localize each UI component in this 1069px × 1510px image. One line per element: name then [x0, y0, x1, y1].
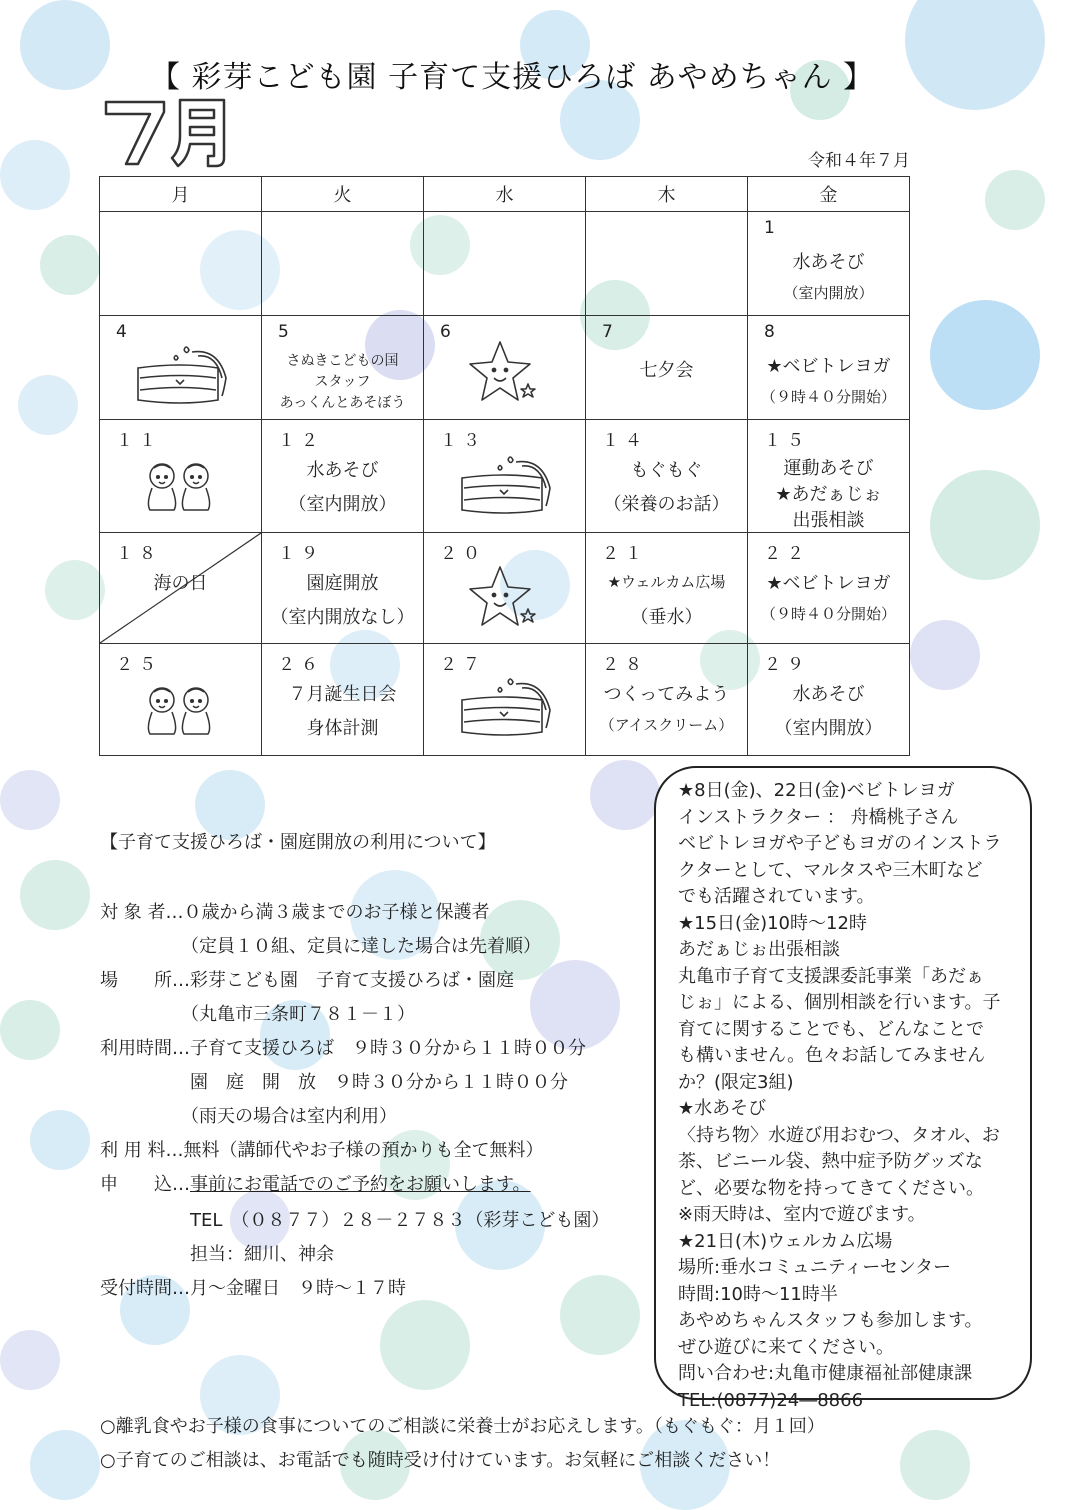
calendar-day-holiday [100, 533, 262, 644]
calendar-week [100, 420, 910, 533]
calendar-day [586, 316, 748, 420]
day-event: 七夕会 [639, 360, 694, 381]
event-details-box [654, 766, 1032, 1411]
usage-info-line: （定員１０組、定員に達した場合は先着順） [100, 936, 541, 957]
calendar-day-empty [424, 212, 586, 316]
day-event-note: （垂水） [630, 607, 703, 628]
day-event: 水あそび [792, 684, 865, 705]
day-event-note: （室内開放） [783, 284, 874, 302]
month-number-graphic [102, 92, 242, 172]
box-line: 〈持ち物〉水遊び用おむつ、タオル、お [678, 1124, 1000, 1146]
weekday-header: 金 [748, 177, 910, 212]
calendar-day [748, 420, 910, 533]
footer-note: ○離乳食やお子様の食事についてのご相談に栄養士がお応えします。（もぐもぐ：月１回） [100, 1416, 825, 1437]
day-event: 出張相談 [792, 510, 865, 531]
calendar-day [586, 420, 748, 533]
day-event-note: （９時４０分開始） [760, 605, 896, 623]
towel-icon [126, 338, 236, 410]
day-event-note: （室内開放） [774, 718, 883, 739]
star-icon [460, 561, 550, 631]
calendar-day [262, 420, 424, 533]
day-event-note: （室内開放なし） [270, 607, 415, 628]
box-line: 場所:垂水コミュニティーセンター [678, 1257, 952, 1278]
usage-info-line [100, 1170, 531, 1196]
calendar-week [100, 644, 910, 756]
calendar-day [748, 316, 910, 420]
calendar-week [100, 533, 910, 644]
usage-info-line: 担当：細川、神余 [100, 1244, 334, 1265]
day-event: ★ウェルカム広場 [607, 573, 726, 591]
weekday-header: 月 [100, 177, 262, 212]
box-line: も構いません。色々お話してみません [678, 1045, 986, 1066]
calendar-day [100, 316, 262, 420]
day-event: 園庭開放 [306, 573, 379, 594]
day-number: ２１ [602, 544, 648, 564]
box-line: 茶、ビニール袋、熱中症予防グッズな [678, 1151, 983, 1172]
day-number: ２２ [764, 544, 810, 564]
box-line: ★8日(金)、22日(金)ベビトレヨガ [678, 780, 955, 801]
calendar-week [100, 212, 910, 316]
page-title: 【 彩芽こども園 子育て支援ひろば あやめちゃん 】 [150, 60, 875, 95]
calendar-day [100, 420, 262, 533]
box-line: あやめちゃんスタッフも参加します。 [678, 1310, 983, 1331]
box-line: 時間:10時～11時半 [678, 1283, 838, 1305]
weekday-header: 木 [586, 177, 748, 212]
day-event: もぐもぐ [630, 460, 703, 481]
calendar-day [100, 644, 262, 756]
box-line: ★水あそび [678, 1098, 767, 1119]
box-line: TEL:(0877)24―8866 [678, 1389, 864, 1411]
towel-icon [450, 448, 560, 520]
usage-info-line: 利 用 料…無料（講師代やお子様の預かりも全て無料） [100, 1140, 544, 1161]
children-icon [136, 680, 226, 740]
reservation-notice: 事前にお電話でのご予約をお願いします。 [190, 1174, 531, 1195]
day-number: 5 [278, 322, 295, 342]
day-event: 運動あそび [783, 458, 874, 479]
calendar-day [262, 533, 424, 644]
apply-label: 申 込… [100, 1174, 190, 1195]
day-number: 8 [764, 322, 781, 342]
weekday-header: 火 [262, 177, 424, 212]
day-event: 水あそび [306, 460, 379, 481]
calendar-day [748, 533, 910, 644]
day-event-note: （栄養のお話） [603, 494, 730, 515]
day-number: 7 [602, 322, 619, 342]
usage-info-line: 園 庭 開 放 ９時３０分から１１時００分 [100, 1072, 568, 1093]
usage-info-line: 対 象 者…０歳から満３歳までのお子様と保護者 [100, 902, 490, 923]
day-event: 海の日 [153, 573, 208, 594]
day-event-note: （室内開放） [288, 494, 397, 515]
calendar-day [586, 533, 748, 644]
day-number: 4 [116, 322, 133, 342]
weekday-header: 水 [424, 177, 586, 212]
day-number: ２７ [440, 655, 486, 675]
day-event: ★ベビトレヨガ [766, 573, 891, 594]
day-event-note: （９時４０分開始） [760, 388, 896, 406]
day-event: ★あだぁじぉ [775, 484, 882, 505]
day-number: １１ [116, 431, 162, 451]
box-line: 問い合わせ:丸亀市健康福祉部健康課 [678, 1363, 973, 1384]
day-number: ２８ [602, 655, 648, 675]
box-line: 丸亀市子育て支援課委託事業「あだぁ [678, 965, 984, 987]
day-event: さぬきこどもの国 [286, 353, 399, 369]
day-event: ７月誕生日会 [288, 684, 397, 705]
day-event: ★ベビトレヨガ [766, 356, 891, 377]
towel-icon [450, 670, 560, 742]
day-number: １２ [278, 431, 324, 451]
day-number: １３ [440, 431, 486, 451]
day-event: 水あそび [792, 252, 865, 273]
usage-info-line: TEL （０８７７）２８－２７８３（彩芽こども園） [100, 1210, 610, 1231]
day-number: １８ [116, 544, 162, 564]
day-event: つくってみよう [603, 684, 730, 705]
calendar-day [262, 644, 424, 756]
day-number: １５ [764, 431, 810, 451]
box-line: ★21日(木)ウェルカム広場 [678, 1230, 893, 1252]
star-icon [460, 336, 550, 406]
month-heading [102, 92, 242, 172]
calendar-day-empty [586, 212, 748, 316]
calendar-day [424, 420, 586, 533]
box-line: クターとして、マルタスや三木町など [678, 859, 983, 881]
calendar-day-empty [100, 212, 262, 316]
usage-info-line: 場 所…彩芽こども園 子育て支援ひろば・園庭 [100, 970, 514, 991]
box-line: ★15日(金)10時～12時 [678, 912, 867, 934]
children-icon [136, 456, 226, 516]
usage-info-line: （雨天の場合は室内利用） [100, 1106, 397, 1127]
day-number: １９ [278, 544, 324, 564]
box-line: 育てに関することでも、どんなことで [678, 1018, 984, 1040]
box-line: ※雨天時は、室内で遊びます。 [678, 1204, 926, 1225]
day-number: 6 [440, 322, 457, 342]
day-number: １４ [602, 431, 648, 451]
day-number: ２６ [278, 655, 324, 675]
calendar-day [424, 644, 586, 756]
day-number: ２９ [764, 655, 810, 675]
calendar-day [262, 316, 424, 420]
footer-note: ○子育てのご相談は、お電話でも随時受け付けています。お気軽にご相談ください！ [100, 1450, 781, 1471]
day-number: 1 [764, 218, 781, 238]
calendar-day [748, 644, 910, 756]
box-line: インストラクター ： 舟橋桃子さん [678, 806, 959, 828]
day-number: ２５ [116, 655, 162, 675]
calendar-day [424, 533, 586, 644]
calendar-day [748, 212, 910, 316]
calendar-day-empty [262, 212, 424, 316]
day-event: あっくんとあそぼう [279, 395, 406, 411]
usage-info-line: 利用時間…子育て支援ひろば ９時３０分から１１時００分 [100, 1038, 586, 1059]
box-line: あだぁじぉ出張相談 [678, 939, 840, 960]
usage-info-line: （丸亀市三条町７８１－１） [100, 1004, 415, 1025]
calendar-day [586, 644, 748, 756]
calendar-day [424, 316, 586, 420]
box-line: でも活躍されています。 [678, 886, 875, 907]
issue-date: 令和４年７月 [808, 151, 910, 171]
box-line: ベビトレヨガや子どもヨガのインストラ [678, 833, 1002, 854]
box-line: ぜひ遊びに来てください。 [678, 1336, 894, 1358]
day-event: 身体計測 [306, 718, 379, 739]
usage-info-line: 受付時間…月～金曜日 ９時～１７時 [100, 1278, 406, 1299]
box-line: か？(限定3組) [678, 1071, 794, 1093]
day-number: ２０ [440, 544, 486, 564]
usage-info-title: 【子育て支援ひろば・園庭開放の利用について】 [100, 832, 496, 853]
calendar-header-row [100, 177, 910, 212]
box-line: ど、必要な物を持ってきてください。 [678, 1177, 984, 1199]
box-line: じぉ」による、個別相談を行います。子 [678, 992, 1001, 1013]
day-event: スタッフ [314, 374, 371, 390]
day-event-note: （アイスクリーム） [599, 716, 734, 734]
calendar-week [100, 316, 910, 420]
calendar-table [99, 176, 910, 756]
